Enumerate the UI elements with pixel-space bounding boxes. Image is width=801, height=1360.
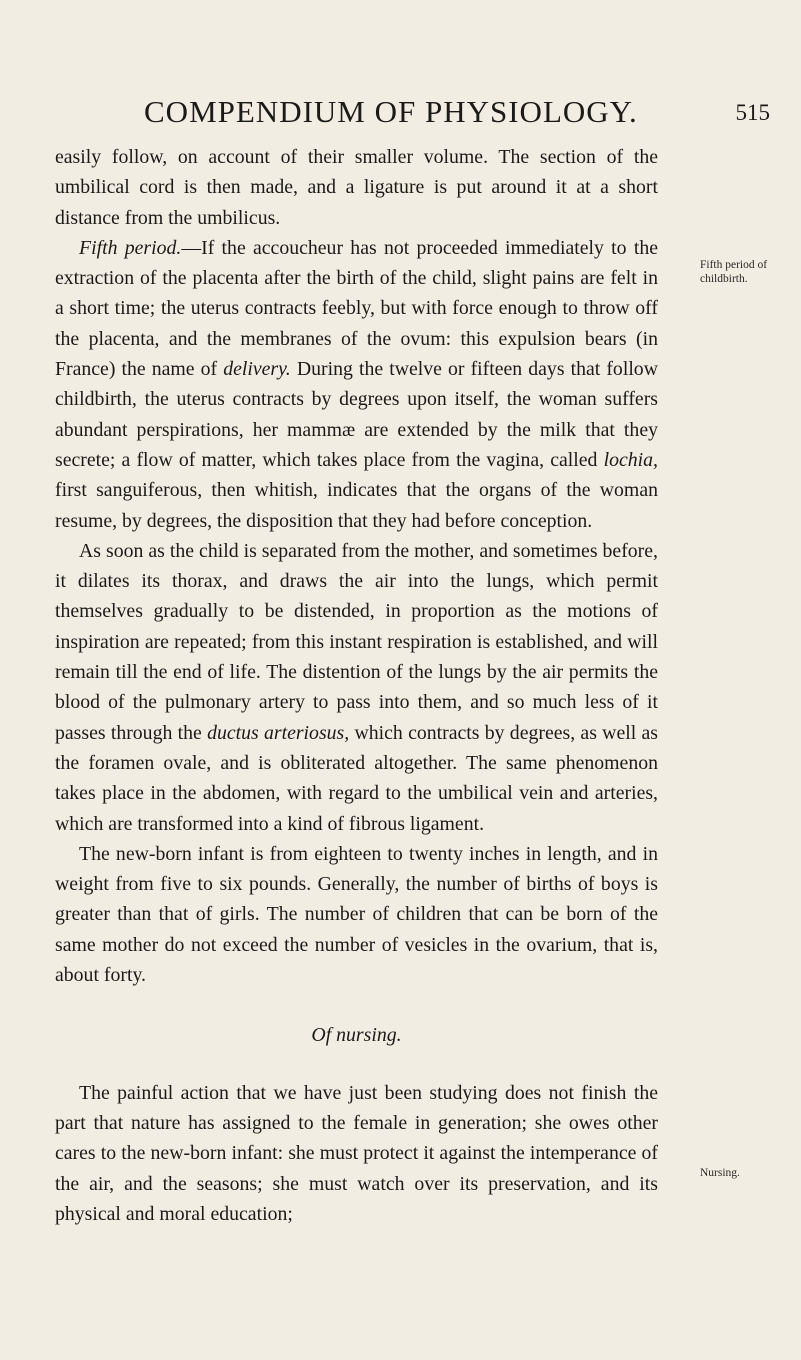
fifth-period-text-b: During the twelve or fifteen days that follow childbirth, the uterus contracts by degrees upon itself, the woman suffers abundant perspirations, her mammæ are extended by the milk that they secrete; a flow of matter, which takes place from the vagina, called	[55, 358, 658, 471]
fifth-period-text-c: first sanguiferous, then whitish, indicates that the organs of the woman resume, by degrees, the disposition that they had before conception.	[55, 479, 658, 532]
term-lochia: lochia,	[603, 448, 658, 471]
section-heading-nursing: Of nursing.	[311, 1024, 402, 1047]
paragraph-nursing: The painful action that we have just been studying does not finish the part that nature has assigned to the female in generation; she owes other cares to the new-born infant: she must protect it against the intemperance of the air, and the seasons; she must watch over its preservation, and its physical and moral education;	[55, 1081, 658, 1225]
respiration-text-a: As soon as the child is separated from the mother, and sometimes before, it dilates its thorax, and draws the air into the lungs, which permit themselves gradually to be distended, in proportion as the motions of inspiration are repeated; from this instant respiration is established, and will remain till the end of life. The distention of the lungs by the air permits the blood of the pulmonary artery to pass into them, and so much less of it passes through the	[55, 539, 658, 744]
term-delivery: delivery.	[223, 358, 291, 381]
page-number: 515	[735, 100, 770, 125]
paragraph-umbilical-cord: easily follow, on account of their smaller volume. The section of the umbilical cord is then made, and a ligature is put around it at a short distance from the umbilicus.	[55, 146, 658, 229]
respiration-text-b: which contracts by degrees, as well as the foramen ovale, and is obliterated altogether. The same phenomenon takes place in the abdomen, with regard to the umbilical vein and arteries, which are transformed into a kind of fibrous ligament.	[55, 721, 658, 835]
running-title: COMPENDIUM OF PHYSIOLOGY.	[144, 94, 638, 129]
term-ductus-arteriosus: ductus arteriosus,	[207, 721, 350, 744]
paragraph-fifth-period	[55, 233, 658, 536]
paragraph-respiration	[55, 536, 658, 839]
paragraph-new-born: The new-born infant is from eighteen to twenty inches in length, and in weight from five to six pounds. Generally, the number of births of boys is greater than that of girls. The number of children that can be born of the same mother do not exceed the number of vesicles in the ovarium, that is, about forty.	[55, 842, 658, 987]
fifth-period-lead: Fifth period.	[79, 236, 182, 259]
fifth-period-text-a: —If the accoucheur has not proceeded immediately to the extraction of the placenta after the birth of the child, slight pains are felt in a short time; the uterus contracts feebly, but with force enough to throw off the placenta, and the membranes of the ovum: this expulsion bears (in France) the name of	[55, 236, 658, 381]
margin-note-nursing: Nursing.	[700, 1167, 740, 1179]
margin-note-fifth-period: Fifth period of childbirth.	[700, 259, 768, 285]
body-text	[55, 142, 658, 1229]
